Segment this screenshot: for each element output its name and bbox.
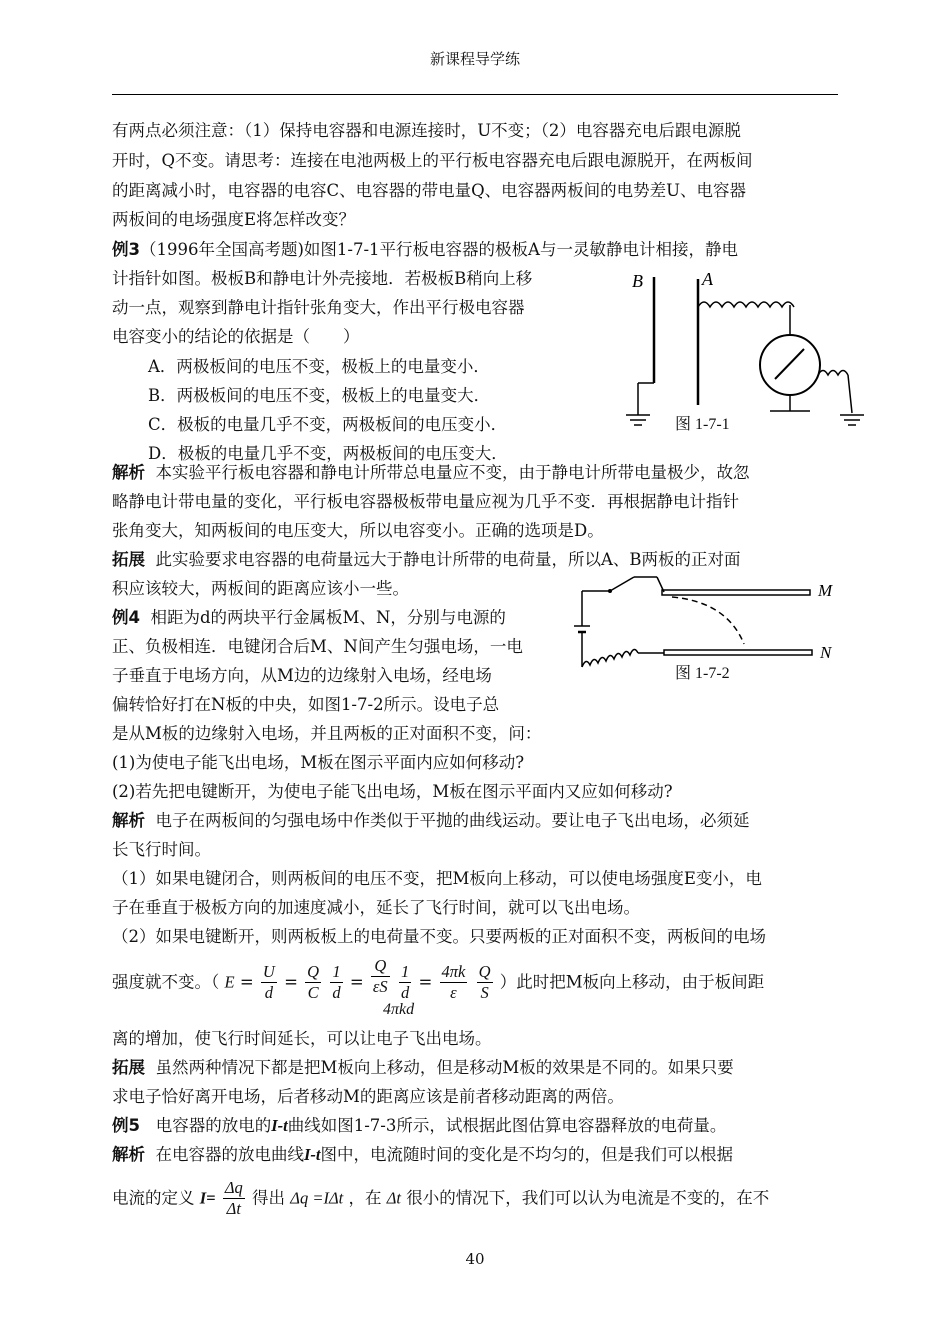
text-line: 略静电计带电量的变化，平行板电容器极板带电量应视为几乎不变．再根据静电计指针 xyxy=(112,492,739,511)
option-b: B．两极板间的电压不变，极板上的电量变大． xyxy=(148,386,491,405)
text-line: 子在垂直于极板方向的加速度减小，延长了飞行时间，就可以飞出电场。 xyxy=(112,898,640,917)
electrometer xyxy=(760,335,820,395)
text-line: 的距离减小时，电容器的电容C、电容器的带电量Q、电容器两板间的电势差U、电容器 xyxy=(112,181,747,200)
plate-m-label: M xyxy=(818,581,833,600)
text-line: 积应该较大，两板间的距离应该小一些。 xyxy=(112,579,409,598)
extension-3-line: 拓展 此实验要求电容器的电荷量远大于静电计所带的电荷量，所以A、B两板的正对面 xyxy=(112,550,741,569)
fraction: $\frac{Q}{\varepsilon S}$ xyxy=(372,956,388,996)
analysis-label: 解析 xyxy=(112,463,145,482)
plate-n-label: N xyxy=(820,643,832,662)
fraction: $\frac{Q}{C}$ xyxy=(307,962,320,1002)
option-d: D．极板的电量几乎不变，两极板间的电压变大． xyxy=(148,444,508,463)
example-label: 例5 xyxy=(112,1116,140,1135)
analysis-label: 解析 xyxy=(112,1145,145,1164)
text-line: 两板间的电场强度E将怎样改变？ xyxy=(112,210,356,229)
text-line: （1）如果电键闭合，则两板间的电压不变，把M板向上移动，可以使电场强度E变小，电 xyxy=(112,869,762,888)
text-line: 计指针如图。极板B和静电计外壳接地．若极板B稍向上移 xyxy=(112,269,533,288)
text-line: 长飞行时间。 xyxy=(112,840,211,859)
text-line: 正、负极相连．电键闭合后M、N间产生匀强电场，一电 xyxy=(112,637,523,656)
option-c: C．极板的电量几乎不变，两极板间的电压变小． xyxy=(148,415,508,434)
plate-a-label: A xyxy=(702,269,713,289)
extension-4-line: 拓展 虽然两种情况下都是把M板向上移动，但是移动M板的效果是不同的。如果只要 xyxy=(112,1058,734,1077)
extension-label: 拓展 xyxy=(112,550,145,569)
example-4-line: 例4 相距为d的两块平行金属板M、N，分别与电源的 xyxy=(112,608,506,627)
fraction: $\frac{U}{d}$ xyxy=(262,962,275,1002)
question-1: (1)为使电子能飞出电场，M板在图示平面内应如何移动? xyxy=(112,753,525,772)
analysis-5-line: 解析 在电容器的放电曲线I-t图中，电流随时间的变化是不均匀的，但是我们可以根据 xyxy=(112,1145,733,1164)
example-5-line: 例5 电容器的放电的I-t曲线如图1-7-3所示，试根据此图估算电容器释放的电荷量。 xyxy=(112,1116,727,1135)
analysis-label: 解析 xyxy=(112,811,145,830)
figure-1-7-1 xyxy=(620,265,870,440)
formula-denominator: 4πkd xyxy=(383,1001,415,1018)
plate-m xyxy=(662,590,810,595)
switch xyxy=(610,577,634,591)
plate-n xyxy=(664,650,812,655)
plate-b-label: B xyxy=(632,271,643,291)
example-3-line: 例3（1996年全国高考题)如图1-7-1平行板电容器的极板A与一灵敏静电计相接，静电 xyxy=(112,240,738,259)
definition-line: 电流的定义 I= $\frac{\Delta q}{\Delta t}$ 得出 Δq =IΔt ，在 Δt 很小的情况下，我们可以认为电流是不变的，在不 xyxy=(112,1178,770,1218)
text-line: 动一点，观察到静电计指针张角变大，作出平行极电容器 xyxy=(112,298,525,317)
page-number: 40 xyxy=(465,1250,485,1268)
text-line: 开时，Q不变。请思考：连接在电池两极上的平行板电容器充电后跟电源脱开，在两板间 xyxy=(112,151,753,170)
text-line: 离的增加，使飞行时间延长，可以让电子飞出电场。 xyxy=(112,1029,492,1048)
text-line: 有两点必须注意：（1）保持电容器和电源连接时，U不变；（2）电容器充电后跟电源脱 xyxy=(112,121,741,140)
coil-wire xyxy=(698,302,794,307)
formula-line: 强度就不变。（ E = $\frac{U}{d}$ = $\frac{Q}{C}$ $\frac{1}{d}$ = $\frac{Q}{\varepsilon S}$ $\frac{1}{d}$ = $\frac{4\pi k}{\varepsilon}$ $\frac{Q}{S}$ ）此时把M板向上移动，由于板间距 xyxy=(112,956,765,1002)
text-line: 张角变大，知两板间的电压变大，所以电容变小。正确的选项是D。 xyxy=(112,521,604,540)
header-rule xyxy=(112,94,838,95)
option-a: A．两极板间的电压不变，极板上的电量变小． xyxy=(148,357,490,376)
text-line: 求电子恰好离开电场，后者移动M的距离应该是前者移动距离的两倍。 xyxy=(112,1087,624,1106)
example-label: 例4 xyxy=(112,608,140,627)
fraction: $\frac{Q}{S}$ xyxy=(478,962,491,1002)
text-line: 偏转恰好打在N板的中央，如图1-7-2所示。设电子总 xyxy=(112,695,500,714)
figure-caption: 图 1-7-2 xyxy=(675,665,730,682)
fraction: $\frac{1}{d}$ xyxy=(332,962,341,1002)
example-label: 例3 xyxy=(112,240,140,259)
electron-path xyxy=(672,597,744,644)
electrometer-needle xyxy=(775,349,804,379)
analysis-3-line: 解析 本实验平行板电容器和静电计所带总电量应不变，由于静电计所带电量极少，故忽 xyxy=(112,463,750,482)
text-line: （2）如果电键断开，则两板板上的电荷量不变。只要两板的正对面积不变，两板间的电场 xyxy=(112,927,766,946)
fraction: $\frac{\Delta q}{\Delta t}$ xyxy=(224,1178,243,1218)
question-2: (2)若先把电键断开，为使电子能飞出电场，M板在图示平面内又应如何移动? xyxy=(112,782,673,801)
analysis-4-line: 解析 电子在两板间的匀强电场中作类似于平抛的曲线运动。要让电子飞出电场，必须延 xyxy=(112,811,750,830)
fraction: $\frac{1}{d}$ xyxy=(400,962,410,1002)
page-header: 新课程导学练 xyxy=(429,50,520,68)
extension-label: 拓展 xyxy=(112,1058,145,1077)
text-line: 电容变小的结论的依据是（ ） xyxy=(112,327,360,346)
fraction: $\frac{4\pi k}{\varepsilon}$ xyxy=(441,962,466,1002)
figure-caption: 图 1-7-1 xyxy=(675,416,730,433)
text-line: 子垂直于电场方向，从M边的边缘射入电场，经电场 xyxy=(112,666,492,685)
text-line: 是从M板的边缘射入电场，并且两板的正对面积不变，问： xyxy=(112,724,542,743)
